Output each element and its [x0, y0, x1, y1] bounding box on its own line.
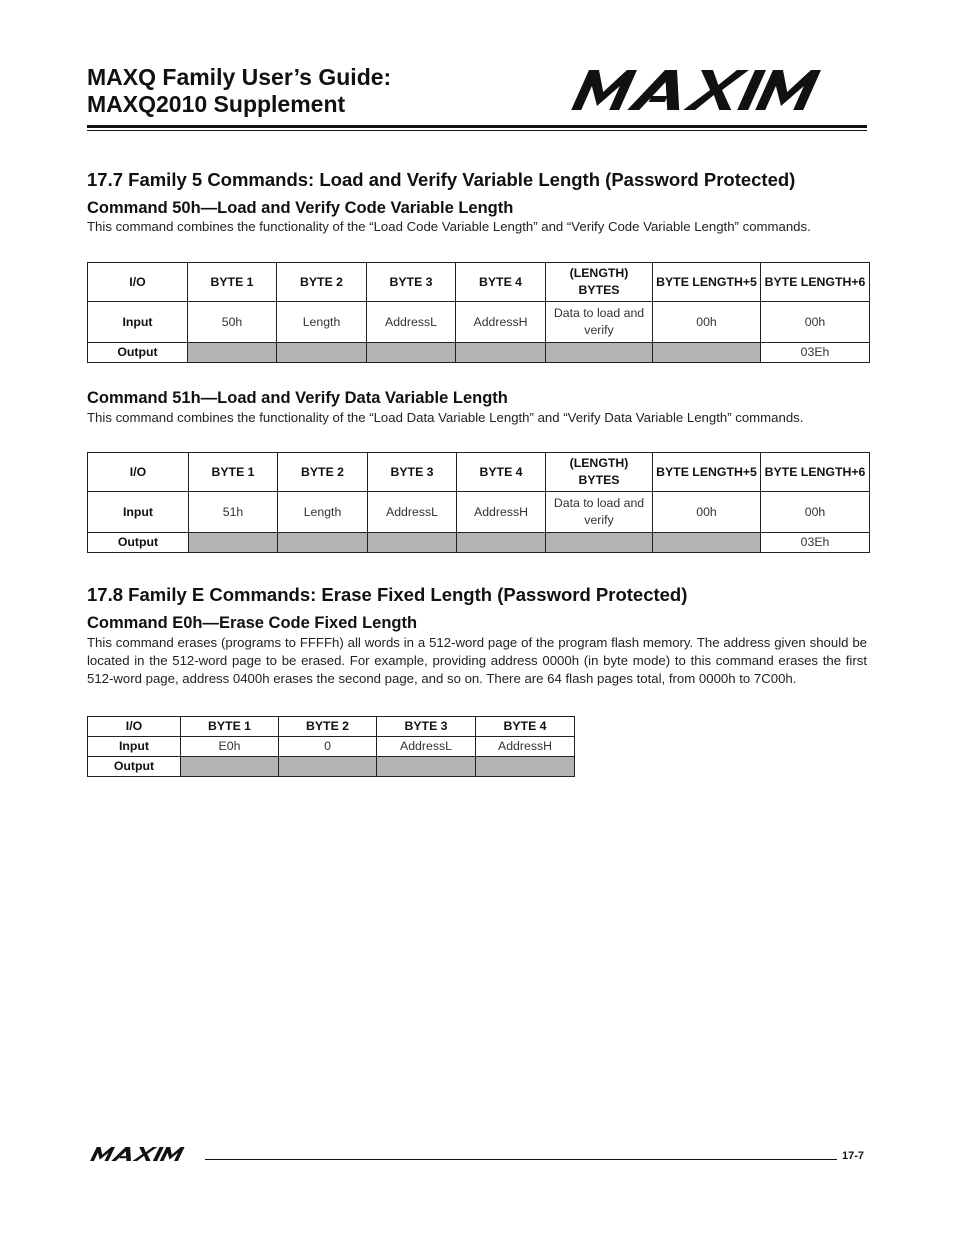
row-label: Input — [88, 737, 181, 757]
table-row-input — [88, 737, 575, 757]
table-cell: AddressL — [367, 302, 456, 343]
header-cell: BYTE 1 — [188, 263, 277, 302]
table-row-input — [88, 492, 870, 533]
table-cell: Data to load and verify — [546, 302, 653, 343]
header-cell: BYTE 4 — [457, 453, 546, 492]
header-cell: BYTE LENGTH+6 — [761, 263, 870, 302]
header-cell: (LENGTH) BYTES — [546, 453, 653, 492]
cmd-e0h-table — [87, 716, 575, 777]
table-cell: 00h — [761, 492, 870, 533]
header-cell: I/O — [88, 453, 189, 492]
section-17-7-heading: 17.7 Family 5 Commands: Load and Verify Variable Length (Password Protected) — [87, 169, 796, 190]
header-cell: BYTE 2 — [277, 263, 367, 302]
header-cell: BYTE LENGTH+5 — [653, 263, 761, 302]
header-cell: BYTE LENGTH+6 — [761, 453, 870, 492]
table-cell-empty — [546, 533, 653, 553]
table-header-row — [88, 717, 575, 737]
cmd-51h-table — [87, 452, 870, 553]
header-cell: BYTE 3 — [377, 717, 476, 737]
header-cell: BYTE 2 — [278, 453, 368, 492]
document-title — [87, 64, 391, 118]
table-cell-empty — [188, 343, 277, 363]
table-cell: 50h — [188, 302, 277, 343]
table-cell: 00h — [653, 492, 761, 533]
cmd-50h-description: This command combines the functionality of the “Load Code Variable Length” and “Verify Code Variable Length” commands. — [87, 219, 811, 234]
table-cell-empty — [277, 343, 367, 363]
table-cell-empty — [456, 343, 546, 363]
cmd-e0h-description: This command erases (programs to FFFFh) all words in a 512-word page of the program flash memory. The address given should be located in the 512-word page to be erased. For example, providing address 0000h (in byte mode) to this command erases the first 512-word page, address 0400h erases the second page, and so on. There are 64 flash pages total, from 0000h to 7C00h. — [87, 635, 867, 686]
table-cell-empty — [189, 533, 278, 553]
table-cell-empty — [653, 533, 761, 553]
table-cell: AddressH — [456, 302, 546, 343]
cmd-50h-table — [87, 262, 870, 363]
header-cell: BYTE 1 — [189, 453, 278, 492]
document-title-line2: MAXQ2010 Supplement — [87, 91, 346, 117]
table-cell: 03Eh — [761, 533, 870, 553]
table-header-row — [88, 263, 870, 302]
table-cell-empty — [181, 757, 279, 777]
header-cell: I/O — [88, 717, 181, 737]
table-cell-empty — [653, 343, 761, 363]
table-cell: Length — [278, 492, 368, 533]
row-label: Input — [88, 302, 188, 343]
table-cell: AddressL — [377, 737, 476, 757]
table-row-output — [88, 533, 870, 553]
footer-maxim-logo — [90, 1147, 202, 1161]
cmd-51h-description: This command combines the functionality of the “Load Data Variable Length” and “Verify Data Variable Length” commands. — [87, 410, 804, 425]
cmd-50h-heading: Command 50h—Load and Verify Code Variable Length — [87, 199, 514, 217]
table-cell: 51h — [189, 492, 278, 533]
table-cell: Length — [277, 302, 367, 343]
table-header-row — [88, 453, 870, 492]
header-cell: I/O — [88, 263, 188, 302]
table-cell-empty — [377, 757, 476, 777]
header-rule-thin — [87, 130, 867, 131]
header-cell: BYTE LENGTH+5 — [653, 453, 761, 492]
row-label: Output — [88, 533, 189, 553]
footer-rule — [205, 1159, 837, 1160]
header-cell: BYTE 2 — [279, 717, 377, 737]
table-cell: Data to load and verify — [546, 492, 653, 533]
row-label: Output — [88, 343, 188, 363]
page-number: 17-7 — [842, 1150, 865, 1162]
section-17-8-heading: 17.8 Family E Commands: Erase Fixed Length (Password Protected) — [87, 584, 688, 605]
table-row-output — [88, 757, 575, 777]
table-cell: E0h — [181, 737, 279, 757]
table-row-input — [88, 302, 870, 343]
table-cell-empty — [476, 757, 575, 777]
header-rule-thick — [87, 125, 867, 128]
maxim-logo — [571, 70, 867, 110]
header-cell: BYTE 4 — [456, 263, 546, 302]
table-cell: 00h — [761, 302, 870, 343]
table-cell: 0 — [279, 737, 377, 757]
table-cell: AddressH — [457, 492, 546, 533]
table-cell-empty — [278, 533, 368, 553]
table-cell: 03Eh — [761, 343, 870, 363]
cmd-e0h-heading: Command E0h—Erase Code Fixed Length — [87, 614, 418, 632]
table-cell-empty — [457, 533, 546, 553]
table-cell-empty — [367, 343, 456, 363]
cmd-51h-heading: Command 51h—Load and Verify Data Variable Length — [87, 389, 508, 407]
table-cell: 00h — [653, 302, 761, 343]
document-title-line1: MAXQ Family User’s Guide: — [87, 64, 392, 90]
table-cell: AddressL — [368, 492, 457, 533]
table-cell-empty — [546, 343, 653, 363]
header-cell: BYTE 1 — [181, 717, 279, 737]
header-cell: BYTE 3 — [367, 263, 456, 302]
header-cell: (LENGTH) BYTES — [546, 263, 653, 302]
table-cell-empty — [368, 533, 457, 553]
header-cell: BYTE 4 — [476, 717, 575, 737]
table-cell: AddressH — [476, 737, 575, 757]
table-cell-empty — [279, 757, 377, 777]
table-row-output — [88, 343, 870, 363]
header-cell: BYTE 3 — [368, 453, 457, 492]
row-label: Input — [88, 492, 189, 533]
row-label: Output — [88, 757, 181, 777]
